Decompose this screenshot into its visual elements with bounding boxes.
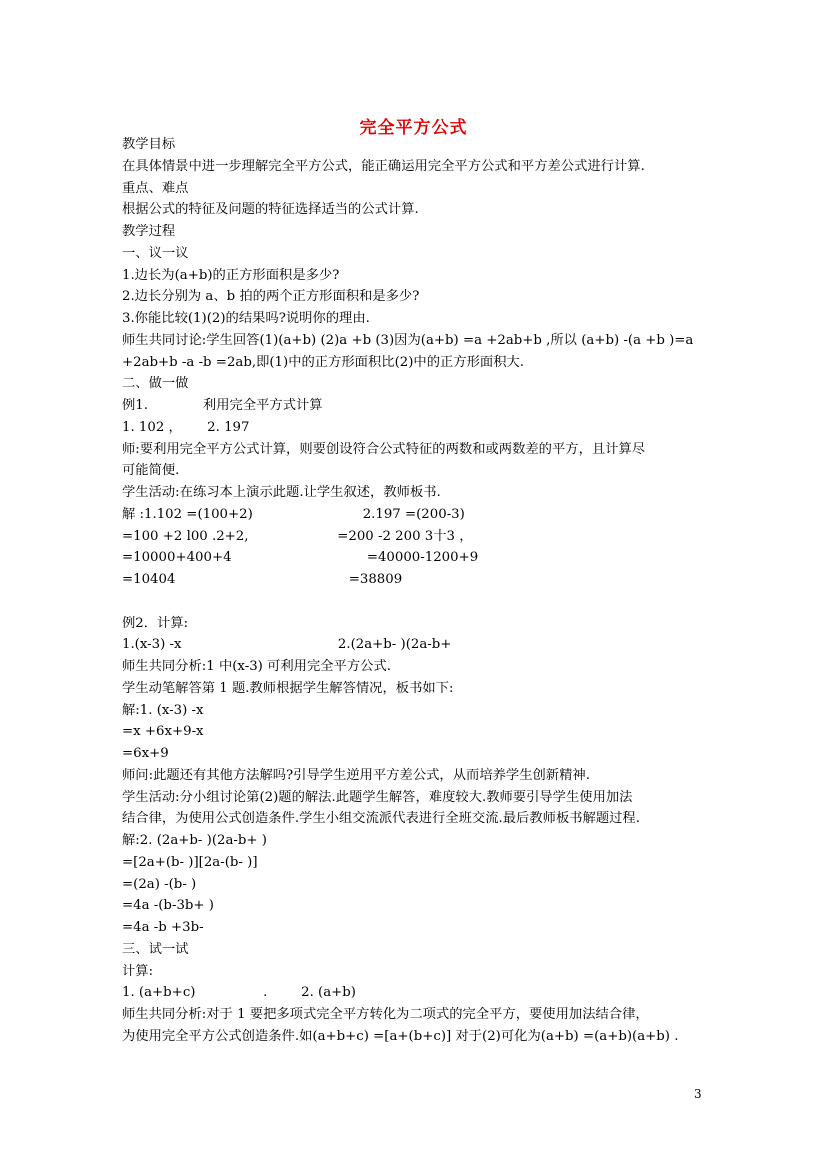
- text-line-l10: 师生共同讨论:学生回答(1)(a+b) (2)a +b (3)因为(a+b) =a +2ab+b ,所以 (a+b) -(a +b )=a: [122, 333, 694, 348]
- text-line-l18: 解 :1.102 =(100+2) 2.197 =(200-3): [122, 507, 465, 522]
- text-line-l05: 教学过程: [122, 224, 176, 239]
- text-line-l41: 为使用完全平方公式创造条件.如(a+b+c) =[a+(b+c)] 对于(2)可化为(a+b) =(a+b)(a+b) .: [122, 1029, 679, 1044]
- text-line-l28: =6x+9: [122, 746, 169, 761]
- text-line-l02: 在具体情景中进一步理解完全平方公式，能正确运用完全平方公式和平方差公式进行计算.: [122, 159, 645, 174]
- text-line-l07: 1.边长为(a+b)的正方形面积是多少?: [122, 268, 340, 283]
- text-line-l01: 教学目标: [122, 137, 176, 152]
- text-line-l14: 1. 102 ， 2. 197: [122, 420, 250, 435]
- text-line-l22: 例2．计算:: [122, 616, 189, 631]
- text-line-l35: =4a -(b-3b+ ): [122, 898, 214, 913]
- text-line-l27: =x +6x+9-x: [122, 724, 204, 739]
- text-line-l24: 师生共同分析:1 中(x-3) 可利用完全平方公式.: [122, 659, 391, 674]
- text-line-l23: 1.(x-3) -x 2.(2a+b- )(2a-b+: [122, 637, 452, 652]
- text-line-l33: =[2a+(b- )][2a-(b- )]: [122, 855, 258, 870]
- page-number: 3: [694, 1087, 702, 1101]
- text-line-l04: 根据公式的特征及问题的特征选择适当的公式计算.: [122, 202, 419, 217]
- text-line-l08: 2.边长分别为 a、b 拍的两个正方形面积和是多少?: [122, 289, 420, 304]
- text-line-l03: 重点、难点: [122, 181, 189, 196]
- text-line-l25: 学生动笔解答第 1 题.教师根据学生解答情况，板书如下:: [122, 681, 454, 696]
- text-line-l20: =10000+400+4 =40000-1200+9: [122, 550, 479, 565]
- text-line-l17: 学生活动:在练习本上演示此题.让学生叙述，教师板书.: [122, 485, 441, 500]
- text-line-l09: 3.你能比较(1)(2)的结果吗?说明你的理由.: [122, 311, 370, 326]
- text-line-l21: =10404 =38809: [122, 572, 403, 587]
- text-line-l36: =4a -b +3b-: [122, 920, 204, 935]
- text-line-l32: 解:2. (2a+b- )(2a-b+ ): [122, 833, 267, 848]
- text-line-l40: 师生共同分析:对于 1 要把多项式完全平方转化为二项式的完全平方，要使用加法结合律，: [122, 1007, 649, 1022]
- text-line-l29: 师问:此题还有其他方法解吗?引导学生逆用平方差公式，从而培养学生创新精神.: [122, 768, 590, 783]
- text-line-l26: 解:1. (x-3) -x: [122, 703, 204, 718]
- text-line-l34: =(2a) -(b- ): [122, 877, 197, 892]
- text-line-l15: 师:要利用完全平方公式计算，则要创设符合公式特征的两数和或两数差的平方，且计算尽: [122, 442, 646, 457]
- text-line-l12: 二、做一做: [122, 376, 189, 391]
- text-line-l30: 学生活动:分小组讨论第(2)题的解法.此题学生解答，难度较大.教师要引导学生使用加法: [122, 790, 633, 805]
- text-line-l31: 结合律，为使用公式创造条件.学生小组交流派代表进行全班交流.最后教师板书解题过程.: [122, 811, 640, 826]
- page-title: 完全平方公式: [359, 118, 468, 138]
- text-line-l06: 一、议一议: [122, 246, 189, 261]
- text-line-l16: 可能简便.: [122, 463, 180, 478]
- text-line-l39: 1. (a+b+c) . 2. (a+b): [122, 985, 356, 1000]
- text-line-l19: =100 +2 l00 .2+2, =200 -2 200 3十3 ，: [122, 529, 473, 544]
- text-line-l38: 计算:: [122, 964, 154, 979]
- text-line-l11: +2ab+b -a -b =2ab,即(1)中的正方形面积比(2)中的正方形面积大.: [122, 355, 525, 370]
- text-line-l13: 例1. 利用完全平方式计算: [122, 398, 323, 413]
- text-line-l37: 三、试一试: [122, 942, 189, 957]
